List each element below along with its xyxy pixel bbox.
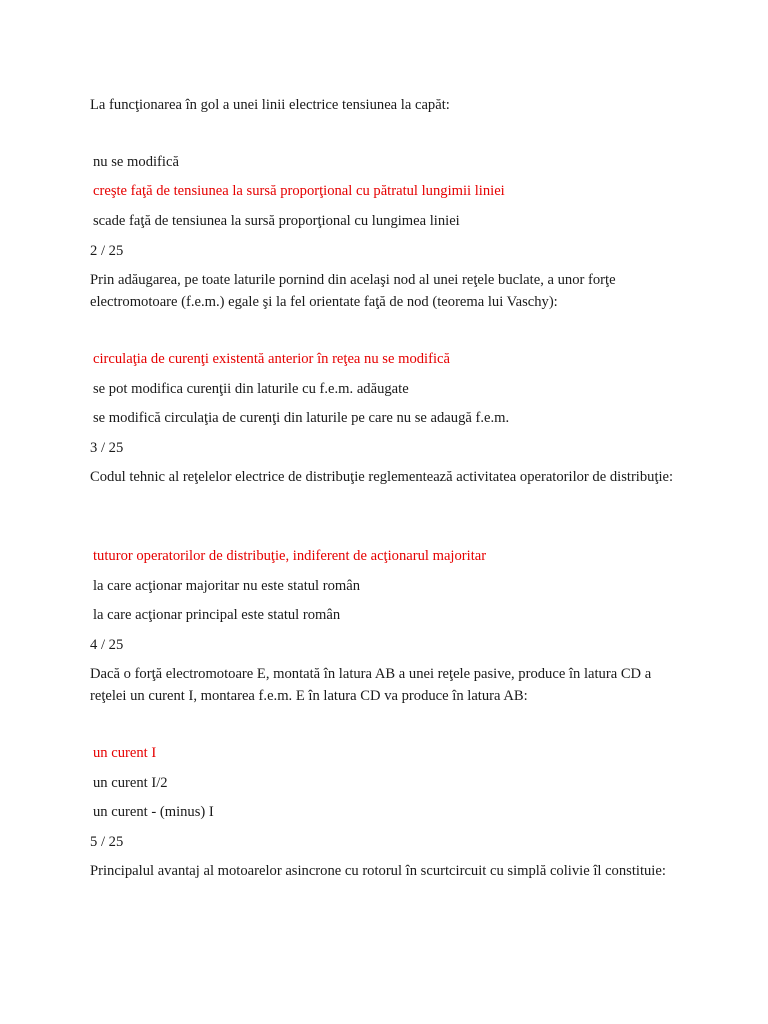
question-4-option-3: un curent - (minus) I — [93, 804, 214, 820]
question-4-text: Dacă o forţă electromotoare E, montată în latura AB a unei reţele pasive, produce în latura CD a reţelei un curent I, montarea f.e.m. E în latura CD va produce în latura AB: — [90, 666, 652, 704]
question-3-option-2: la care acţionar majoritar nu este statul român — [93, 578, 361, 594]
question-3-option-1-correct: tuturor operatorilor de distribuţie, indiferent de acţionarul majoritar — [93, 548, 487, 564]
question-3-option-3: la care acţionar principal este statul român — [93, 607, 341, 623]
question-1-option-2-correct: creşte faţă de tensiunea la sursă proporţional cu pătratul lungimii liniei — [93, 183, 505, 199]
question-2-text: Prin adăugarea, pe toate laturile pornind din acelaşi nod al unei reţele buclate, a unor forţe electromotoare (f.e.m.) egale şi la fel orientate faţă de nod (teorema lui Vaschy): — [90, 272, 616, 310]
question-4-option-1-correct: un curent I — [93, 745, 157, 761]
question-3-counter: 3 / 25 — [90, 440, 124, 456]
question-1-option-3: scade faţă de tensiunea la sursă proporţional cu lungimea liniei — [93, 213, 460, 229]
question-5-counter: 5 / 25 — [90, 834, 124, 850]
question-3-text: Codul tehnic al reţelelor electrice de distribuţie reglementează activitatea operatorilor de distribuţie: — [90, 469, 674, 485]
question-2-option-1-correct: circulaţia de curenţi existentă anterior în reţea nu se modifică — [93, 351, 450, 367]
question-4-option-2: un curent I/2 — [93, 775, 168, 791]
question-4-counter: 4 / 25 — [90, 637, 124, 653]
question-1-text: La funcţionarea în gol a unei linii electrice tensiunea la capăt: — [90, 97, 450, 113]
question-2-option-3: se modifică circulaţia de curenţi din laturile pe care nu se adaugă f.e.m. — [93, 410, 510, 426]
question-1-option-1: nu se modifică — [93, 154, 179, 170]
question-5-text: Principalul avantaj al motoarelor asincrone cu rotorul în scurtcircuit cu simplă colivie îl constituie: — [90, 863, 666, 879]
question-2-option-2: se pot modifica curenţii din laturile cu f.e.m. adăugate — [93, 381, 409, 397]
question-2-counter: 2 / 25 — [90, 243, 124, 259]
